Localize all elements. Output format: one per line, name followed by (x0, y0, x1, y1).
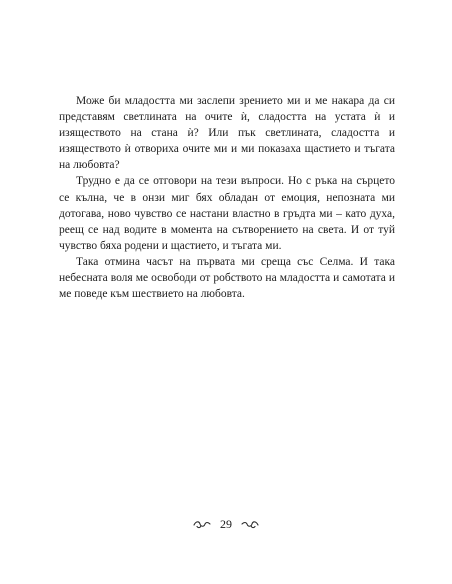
body-text (59, 93, 395, 302)
flourish-right-icon (241, 520, 259, 529)
paragraph-3: Така отмина часът на първата ми среща със Селма. И така небесната воля ме освободи от робството на младостта и самотата и ме поведе към шествието на любовта. (59, 255, 395, 301)
flourish-left-icon (193, 520, 211, 529)
paragraph-2: Трудно е да се отговори на тези въпроси. Но с ръка на сърцето се кълна, че в онзи миг бях обладан от емоция, непозната ми дотогава, ново чувство се настани властно в гръдта ми – като духа, реещ се над водите в момента на сътворението на света. И от туй чувство бяха родени и щастието, и тъгата ми. (59, 175, 395, 252)
paragraph-1: Може би младостта ми заслепи зрението ми и ме накара да си представям светлината на очите ѝ, сладостта на устата ѝ и изяществото на стана ѝ? Или пък светлината, сладостта и изяществото ѝ отвориха очите ми и ми показаха щастието и тъгата на любовта? (59, 95, 395, 172)
page-number: 29 (220, 517, 232, 531)
page-footer (0, 517, 452, 532)
